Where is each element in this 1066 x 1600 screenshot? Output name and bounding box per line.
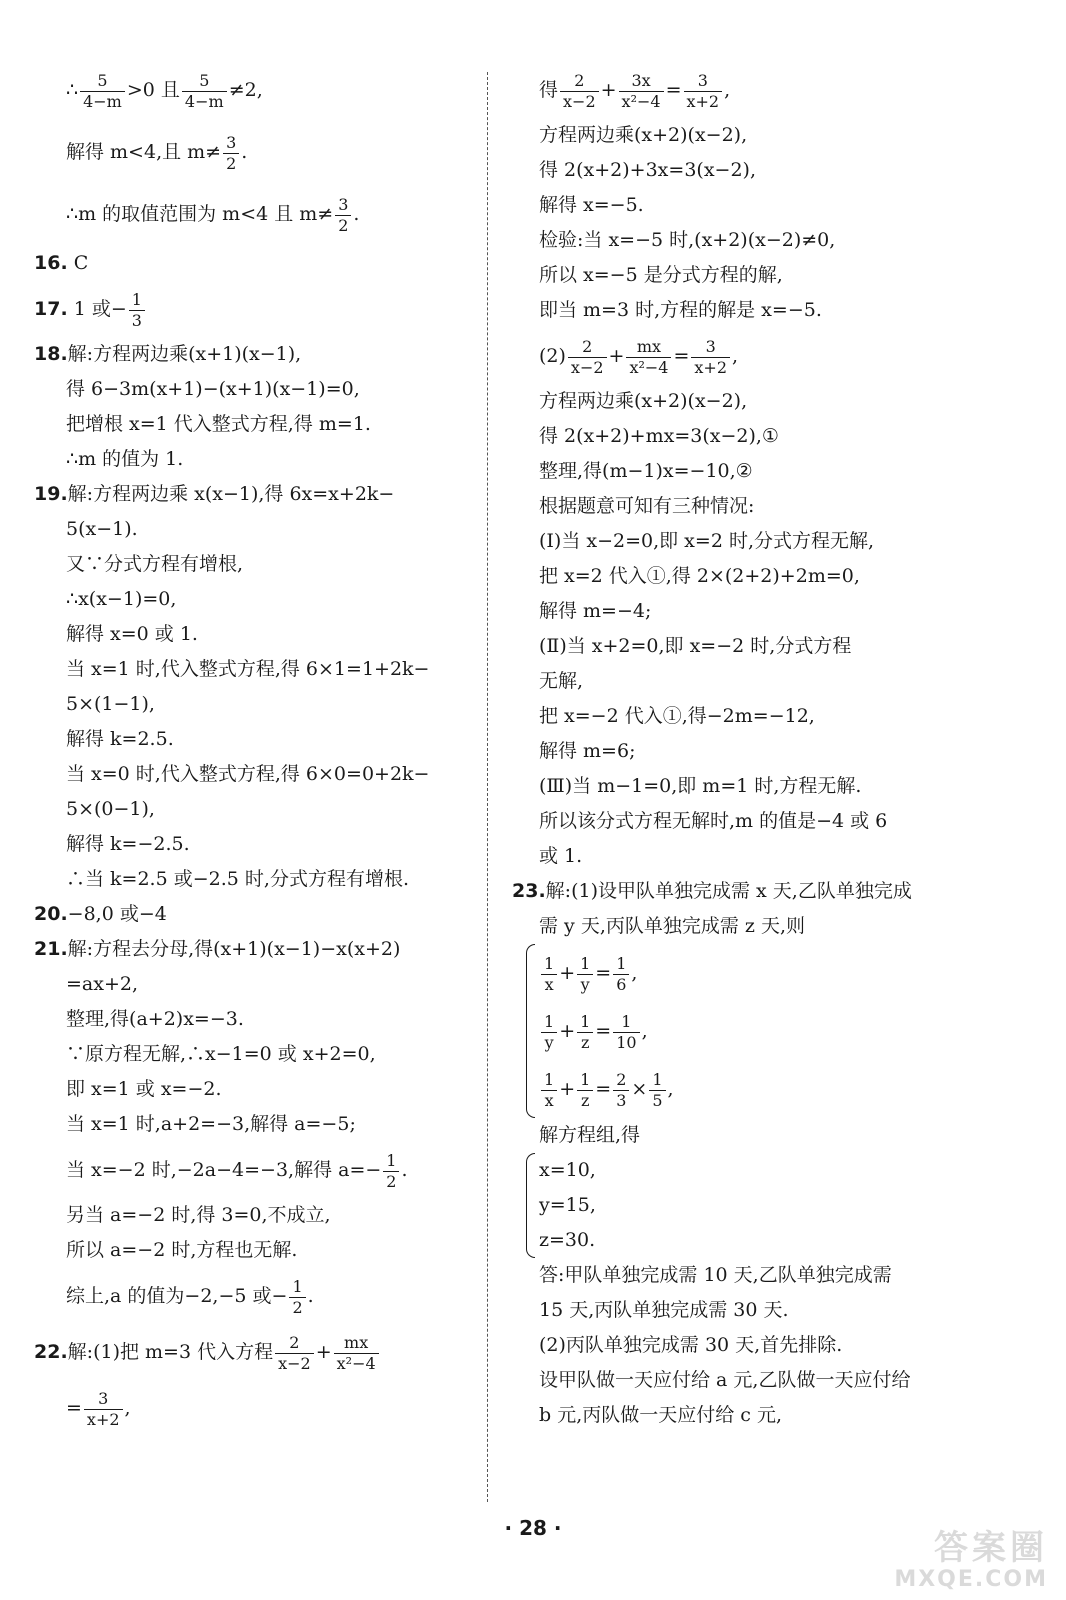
denominator: x²−4 (336, 1353, 376, 1373)
solution-line: 解:方程两边乘 x(x−1),得 6x=x+2k− (67, 483, 395, 505)
fraction (691, 337, 730, 378)
solution-line: 把 x=−2 代入①,得−2m=−12, (539, 705, 815, 727)
solution-line: 解:(1)设甲队单独完成需 x 天,乙队单独完成 (545, 880, 912, 902)
question-number: 18. (34, 343, 68, 365)
solution-line: 解得 k=2.5. (66, 728, 174, 750)
equation-system (526, 944, 948, 1118)
denominator: y (580, 974, 590, 994)
right-column (512, 62, 948, 1433)
solution-line: 即当 m=3 时,方程的解是 x=−5. (539, 299, 822, 321)
solution-line: 或 1. (539, 845, 583, 867)
numerator: 1 (577, 954, 593, 975)
text: = (66, 1397, 82, 1419)
question-18 (34, 337, 466, 477)
equation: $\frac{1}{x}$ + $\frac{1}{y}$ = $\frac{1}{6}$ , (539, 944, 674, 1002)
solution-line: 得 2(x+2)+mx=3(x−2),① (539, 425, 779, 447)
denominator: 6 (616, 974, 627, 994)
denominator: 3 (616, 1090, 627, 1110)
solution-line: 设甲队做一天应付给 a 元,乙队做一天应付给 (539, 1369, 911, 1391)
solution-line (512, 62, 948, 118)
numerator: 1 (577, 1070, 593, 1091)
equation: x=10, (539, 1159, 596, 1181)
question-20 (34, 897, 466, 932)
operator: + (600, 79, 617, 101)
denominator: x−2 (563, 91, 596, 111)
solution-line: 另当 a=−2 时,得 3=0,不成立, (66, 1204, 331, 1226)
question-17 (34, 281, 466, 337)
numerator: mx (334, 1333, 379, 1354)
solution-line: 5(x−1). (66, 518, 138, 540)
denominator: 2 (338, 215, 349, 235)
equation: y=15, (539, 1194, 596, 1216)
solution-line (34, 1268, 466, 1324)
numerator: 1 (289, 1277, 305, 1298)
denominator: x (544, 1090, 554, 1110)
solution-line: 当 x=1 时,代入整式方程,得 6×1=1+2k− (66, 658, 430, 680)
text: ≠2, (228, 79, 263, 101)
answer-text: 1 或− (73, 298, 127, 320)
solution-line: 检验:当 x=−5 时,(x+2)(x−2)≠0, (539, 229, 836, 251)
text: , (667, 1078, 674, 1100)
equation: $\frac{1}{y}$ + $\frac{1}{z}$ = $\frac{1}{10}$ , (539, 1002, 674, 1060)
text: , (724, 79, 731, 101)
left-column (34, 62, 466, 1436)
numerator: 3x (619, 71, 664, 92)
fraction (223, 133, 239, 174)
operator: + (608, 345, 625, 367)
fraction (334, 1333, 379, 1374)
fraction (541, 1012, 557, 1053)
text: 综上,a 的值为−2,−5 或− (66, 1285, 288, 1307)
operator: + (315, 1341, 332, 1363)
text: . (307, 1285, 314, 1307)
numerator: 1 (613, 1012, 639, 1033)
question-16 (34, 246, 466, 281)
answer-text: −8,0 或−4 (67, 903, 167, 925)
question-number: 16. (34, 252, 68, 274)
fraction (182, 71, 227, 112)
solution-line: 整理,得(m−1)x=−10,② (539, 460, 753, 482)
watermark-url: MXQE.COM (894, 1567, 1048, 1592)
solution-line: 解得 m=−4; (539, 600, 652, 622)
fraction (613, 1070, 629, 1111)
fraction (541, 1070, 557, 1111)
text: (2) (539, 345, 566, 367)
denominator: 3 (131, 310, 142, 330)
numerator: 3 (684, 71, 723, 92)
numerator: 1 (577, 1012, 593, 1033)
solution-line: 需 y 天,丙队单独完成需 z 天,则 (539, 915, 805, 937)
denominator: 2 (226, 153, 237, 173)
solution-line: 解得 m=6; (539, 740, 636, 762)
solution-line: 答:甲队单独完成需 10 天,乙队单独完成需 (539, 1264, 892, 1286)
fraction (613, 954, 629, 995)
denominator: 10 (616, 1032, 637, 1052)
solution-line: 5×(0−1), (66, 798, 155, 820)
solution-line: 当 x=1 时,a+2=−3,解得 a=−5; (66, 1113, 356, 1135)
fraction (84, 1389, 123, 1430)
question-19 (34, 477, 466, 897)
question-number: 17. (34, 298, 68, 320)
brace (526, 1153, 535, 1258)
fraction (568, 337, 607, 378)
solution-line: b 元,丙队做一天应付给 c 元, (539, 1404, 783, 1426)
fraction (560, 71, 599, 112)
text: , (732, 345, 739, 367)
fraction (684, 71, 723, 112)
solution-line: 得 2(x+2)+3x=3(x−2), (539, 159, 756, 181)
solution-line: 方程两边乘(x+2)(x−2), (539, 124, 748, 146)
solution-line: ∵原方程无解,∴x−1=0 或 x+2=0, (66, 1043, 376, 1065)
numerator: 2 (568, 337, 607, 358)
numerator: 1 (613, 954, 629, 975)
fraction (129, 290, 145, 331)
solution-line: 把 x=2 代入①,得 2×(2+2)+2m=0, (539, 565, 860, 587)
brace (526, 944, 535, 1118)
fraction (541, 954, 557, 995)
solution-line: (Ⅲ)当 m−1=0,即 m=1 时,方程无解. (539, 775, 862, 797)
solution-line: 解得 x=−5. (539, 194, 644, 216)
column-divider (487, 72, 488, 1502)
numerator: 1 (541, 1070, 557, 1091)
solution-line: ∴当 k=2.5 或−2.5 时,分式方程有增根. (66, 868, 409, 890)
denominator: x+2 (686, 91, 720, 111)
solution-line (34, 1142, 466, 1198)
numerator: 5 (182, 71, 227, 92)
solution-line: 所以 x=−5 是分式方程的解, (539, 264, 783, 286)
numerator: 1 (541, 1012, 557, 1033)
fraction (577, 1070, 593, 1111)
text: ∴ (66, 79, 79, 101)
solution-line: 所以该分式方程无解时,m 的值是−4 或 6 (539, 810, 888, 832)
solution-line: 整理,得(a+2)x=−3. (66, 1008, 244, 1030)
denominator: x+2 (86, 1409, 120, 1429)
denominator: x (544, 974, 554, 994)
numerator: 1 (383, 1151, 399, 1172)
watermark-text: 答案圈 (934, 1528, 1048, 1568)
text: 当 x=−2 时,−2a−4=−3,解得 a=− (66, 1159, 382, 1181)
solution-line: 根据题意可知有三种情况: (539, 495, 755, 517)
solution-line: 把增根 x=1 代入整式方程,得 m=1. (66, 413, 371, 435)
denominator: z (580, 1090, 590, 1110)
denominator: x+2 (694, 357, 728, 377)
denominator: x²−4 (621, 91, 661, 111)
operator: × (631, 1078, 648, 1100)
solution-line: ∴m 的值为 1. (66, 448, 184, 470)
numerator: 3 (84, 1389, 123, 1410)
question-number: 23. (512, 880, 546, 902)
text: >0 且 (126, 79, 180, 101)
solution-line: 解:方程两边乘(x+1)(x−1), (67, 343, 302, 365)
solution-system (526, 1153, 948, 1258)
solution-line: 解:方程去分母,得(x+1)(x−1)−x(x+2) (67, 938, 401, 960)
numerator: 5 (80, 71, 125, 92)
numerator: 1 (649, 1070, 665, 1091)
solution-line: 当 x=0 时,代入整式方程,得 6×0=0+2k− (66, 763, 430, 785)
line (34, 186, 466, 242)
denominator: 2 (292, 1297, 303, 1317)
solution-line: 解得 x=0 或 1. (66, 623, 198, 645)
numerator: 3 (691, 337, 730, 358)
fraction (577, 954, 593, 995)
fraction (649, 1070, 665, 1111)
solution-line: 方程两边乘(x+2)(x−2), (539, 390, 748, 412)
denominator: 4−m (83, 91, 122, 111)
question-number: 20. (34, 903, 68, 925)
fraction (577, 1012, 593, 1053)
denominator: 2 (386, 1171, 397, 1191)
numerator: mx (626, 337, 671, 358)
fraction (619, 71, 664, 112)
numerator: 2 (613, 1070, 629, 1091)
equation: $\frac{1}{x}$ + $\frac{1}{z}$ = $\frac{2}{3}$ × $\frac{1}{5}$ , (539, 1060, 674, 1118)
denominator: x−2 (278, 1353, 311, 1373)
solution-line: 即 x=1 或 x=−2. (66, 1078, 222, 1100)
answer-text: C (73, 252, 89, 274)
page-number: · 28 · (504, 1516, 562, 1540)
solution-line: 所以 a=−2 时,方程也无解. (66, 1239, 298, 1261)
text: . (353, 203, 360, 225)
operator: = (665, 79, 682, 101)
text: , (124, 1397, 131, 1419)
solution-line: (Ⅱ)当 x+2=0,即 x=−2 时,分式方程 (539, 635, 852, 657)
solution-line: (2)丙队单独完成需 30 天,首先排除. (539, 1334, 843, 1356)
numerator: 3 (223, 133, 239, 154)
question-21 (34, 932, 466, 1324)
text: 得 (539, 79, 559, 101)
numerator: 2 (560, 71, 599, 92)
text: . (401, 1159, 408, 1181)
fraction (289, 1277, 305, 1318)
solution-line: 15 天,丙队单独完成需 30 天. (539, 1299, 789, 1321)
fraction (613, 1012, 639, 1053)
solution-line: 5×(1−1), (66, 693, 155, 715)
line (34, 62, 466, 118)
numerator: 1 (541, 954, 557, 975)
question-23 (512, 874, 948, 1433)
solution-line: 得 6−3m(x+1)−(x+1)(x−1)=0, (66, 378, 360, 400)
text: 解:(1)把 m=3 代入方程 (67, 1341, 274, 1363)
equation: z=30. (539, 1229, 596, 1251)
solution-line: 解得 k=−2.5. (66, 833, 190, 855)
question-number: 19. (34, 483, 68, 505)
solution-line: 又∵分式方程有增根, (66, 553, 244, 575)
text: , (641, 1020, 648, 1042)
solution-line: ∴x(x−1)=0, (66, 588, 177, 610)
solution-line: 解方程组,得 (539, 1124, 641, 1146)
fraction (383, 1151, 399, 1192)
solution-line: =ax+2, (66, 973, 139, 995)
numerator: 2 (275, 1333, 314, 1354)
denominator: x−2 (570, 357, 604, 377)
denominator: y (544, 1032, 554, 1052)
text: 解得 m<4,且 m≠ (66, 141, 222, 163)
text: ∴m 的取值范围为 m<4 且 m≠ (66, 203, 334, 225)
denominator: 4−m (184, 91, 224, 111)
solution-line: (Ⅰ)当 x−2=0,即 x=2 时,分式方程无解, (539, 530, 875, 552)
numerator: 1 (129, 290, 145, 311)
fraction (275, 1333, 314, 1374)
question-number: 22. (34, 1341, 68, 1363)
fraction (335, 195, 351, 236)
line (34, 124, 466, 180)
solution-line: 无解, (539, 670, 584, 692)
denominator: z (580, 1032, 590, 1052)
denominator: 5 (652, 1090, 663, 1110)
question-22 (34, 1324, 466, 1436)
fraction (626, 337, 671, 378)
numerator: 3 (335, 195, 351, 216)
watermark-logo (868, 1528, 1048, 1594)
operator: = (673, 345, 690, 367)
fraction (80, 71, 125, 112)
text: , (631, 962, 638, 984)
denominator: x²−4 (629, 357, 669, 377)
solution-line (512, 328, 948, 384)
question-number: 21. (34, 938, 68, 960)
text: . (241, 141, 248, 163)
